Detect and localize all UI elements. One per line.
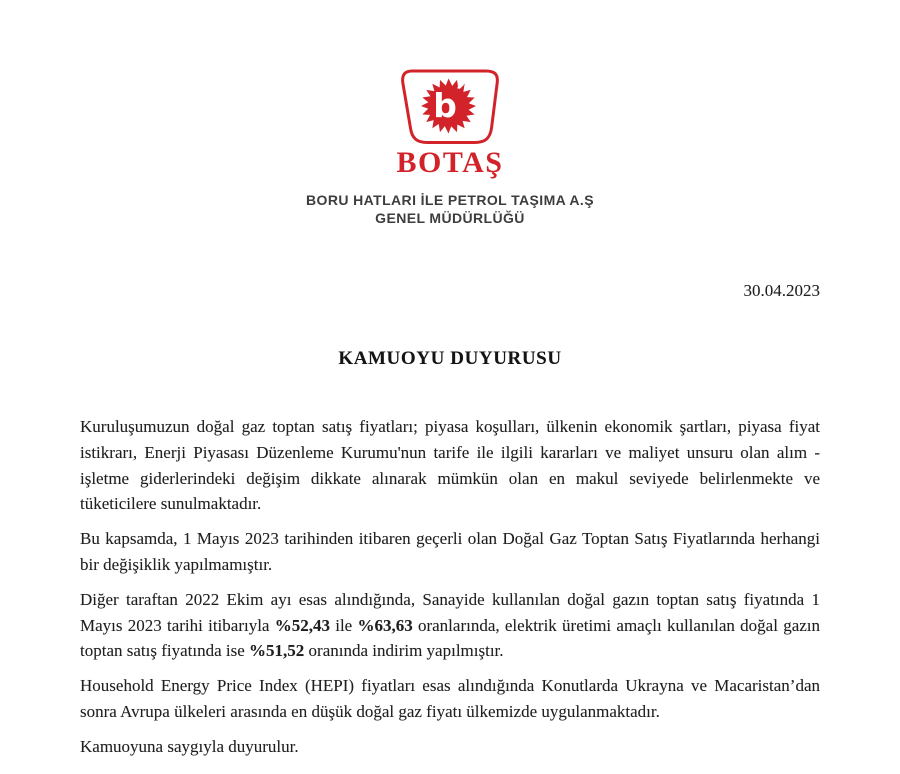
paragraph-hepi-index: [80, 673, 820, 725]
logo-apostrophe-mark: ’: [451, 76, 469, 108]
emphasized-value: %63,63: [357, 615, 413, 635]
org-name-line2: GENEL MÜDÜRLÜĞÜ: [375, 210, 525, 226]
org-name-line1: BORU HATLARI İLE PETROL TAŞIMA A.Ş: [306, 192, 594, 208]
paragraph-text: ile: [329, 615, 358, 635]
document-title: KAMUOYU DUYURUSU: [338, 348, 562, 369]
document-body: [80, 414, 820, 769]
document-date: 30.04.2023: [743, 281, 820, 300]
paragraph-text: Kuruluşumuzun doğal gaz toptan satış fiyatları; piyasa koşulları, ülkenin ekonomik şartları, piyasa fiyat istikrarı, Enerji Piyasası Düzenleme Kurumu'nun tarife ile ilgili kararları ve maliyet unsuru olan alım - işletme giderlerindeki değişim dikkate alınarak mümkün olan en makul seviyede belirlenmekte ve tüketicilere sunulmaktadır.: [80, 417, 820, 514]
paragraph-closing: [80, 734, 820, 760]
paragraph-no-change: [80, 526, 820, 578]
brand-wordmark: BOTAŞ: [396, 146, 504, 179]
paragraph-text: oranında indirim yapılmıştır.: [304, 641, 504, 661]
emphasized-value: %51,52: [249, 641, 305, 661]
paragraph-pricing-policy: [80, 414, 820, 517]
paragraph-discount-rates: [80, 587, 820, 664]
paragraph-text: Diğer taraftan 2022 Ekim ayı esas alındığında, Sanayide kullanılan doğal gazın toptan satış fiyatında 1 Mayıs 2023 tarihi itibarıyla: [80, 589, 820, 635]
paragraph-text: Kamuoyuna saygıyla duyurulur.: [80, 736, 299, 756]
botas-logo: [398, 68, 502, 146]
paragraph-text: Bu kapsamda, 1 Mayıs 2023 tarihinden itibaren geçerli olan Doğal Gaz Toptan Satış Fiyatlarında herhangi bir değişiklik yapılmamıştır.: [80, 529, 820, 574]
logo-letter-b: b: [433, 86, 457, 125]
paragraph-text: Household Energy Price Index (HEPI) fiyatları esas alındığında Konutlarda Ukrayna ve Macaristan’dan sonra Avrupa ülkeleri arasında en düşük doğal gaz fiyatı ülkemizde uygulanmaktadır.: [80, 676, 820, 721]
emphasized-value: %52,43: [274, 615, 330, 635]
paragraph-text: oranlarında, elektrik üretimi amaçlı kullanılan doğal gazın toptan satış fiyatında ise: [80, 615, 821, 661]
